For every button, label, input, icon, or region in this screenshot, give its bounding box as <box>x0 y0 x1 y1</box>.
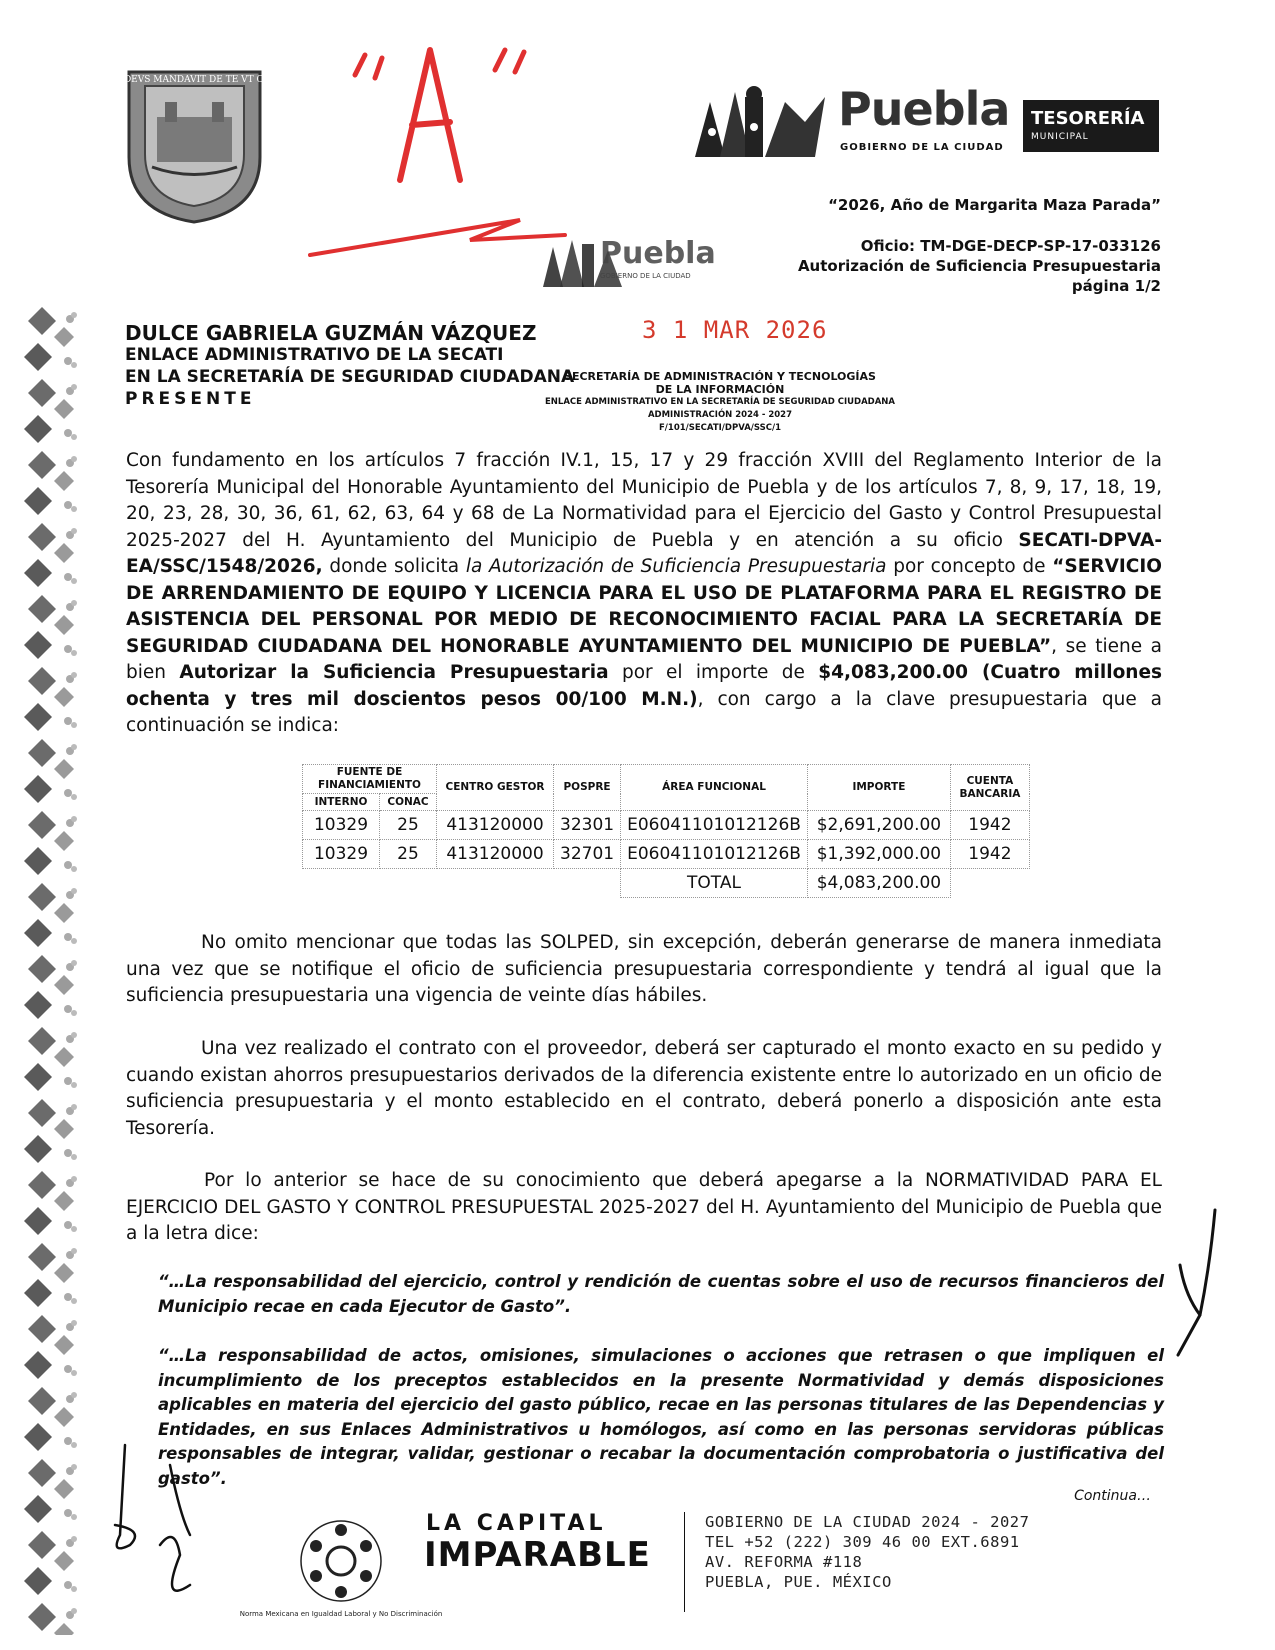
logo-subtitle: GOBIERNO DE LA CIUDAD <box>840 142 1004 153</box>
seal-motto: ANGELIS SVIS DEVS MANDAVIT DE TE VT CVSTODIANT TE <box>52 75 336 85</box>
page-number: página 1/2 <box>1071 277 1161 295</box>
p1-text-c: por concepto de <box>886 556 1053 577</box>
stamp-city-sub: GOBIERNO DE LA CIUDAD <box>600 272 691 280</box>
p1-text-b: donde solicita <box>322 556 466 577</box>
cell-importe: $2,691,200.00 <box>807 811 950 840</box>
header-centro-gestor: CENTRO GESTOR <box>437 765 554 811</box>
cell-cuenta: 1942 <box>950 811 1029 840</box>
decorative-border <box>22 305 84 1635</box>
total-value: $4,083,200.00 <box>807 869 950 898</box>
stamp-line-2: DE LA INFORMACIÓN <box>655 383 785 396</box>
stamp-line-4: ADMINISTRACIÓN 2024 - 2027 <box>647 410 793 420</box>
cell-interno: 10329 <box>303 840 380 869</box>
brand-line-1: LA CAPITAL <box>426 1511 607 1536</box>
p1-text-a: Con fundamento en los artículos 7 fracción IV.1, 15, 17 y 29 fracción XVIII del Reglamento Interior de la Tesorería Municipal del Honorable Ayuntamiento del Municipio de Puebla y de los artículos 7, 8, 9, 17, 18, 19, 20, 23, 28, 30, 36, 61, 62, 63, 64 y 68 de La Normatividad para el Ejercicio del Gasto y Control Presupuestal 2025-2027 del H. Ayuntamiento del Municipio de Puebla y en atención a su oficio <box>126 450 1162 551</box>
addressee-title: ENLACE ADMINISTRATIVO DE LA SECATI <box>125 345 504 365</box>
footer-divider <box>684 1512 685 1612</box>
contract-paragraph: Una vez realizado el contrato con el proveedor, deberá ser capturado el monto exacto en su pedido y cuando existan ahorros presupuestarios derivados de la diferencia existente entre lo autorizado en un oficio de suficiencia presupuestaria y el monto establecido en el contrato, deberá ponerlo a disposición ante esta Tesorería. <box>126 1038 1162 1139</box>
table-row <box>303 840 1030 869</box>
footer-street: AV. REFORMA #118 <box>705 1553 863 1571</box>
table-row <box>303 811 1030 840</box>
cell-cuenta: 1942 <box>950 840 1029 869</box>
received-date-stamp: 3 1 MAR 2026 <box>642 316 828 344</box>
budget-table <box>302 764 1030 898</box>
cell-importe: $1,392,000.00 <box>807 840 950 869</box>
year-motto: “2026, Año de Margarita Maza Parada” <box>828 196 1161 214</box>
document-subject: Autorización de Suficiencia Presupuestaria <box>797 257 1161 275</box>
continued-note: Continua… <box>1074 1488 1151 1504</box>
stamp-line-1: SECRETARÍA DE ADMINISTRACIÓN Y TECNOLOGÍAS <box>564 370 876 383</box>
header-fuente: FUENTE DE FINANCIAMIENTO <box>303 765 437 794</box>
tesoreria-badge <box>1020 100 1159 152</box>
footer-phone: TEL +52 (222) 309 46 00 EXT.6891 <box>705 1533 1020 1551</box>
p1-text-f: , con cargo a la clave presupuestaria que a continuación se indica: <box>126 688 1162 736</box>
p1-text-e: por el importe de <box>608 662 819 683</box>
stamp-line-5: F/101/SECATI/DPVA/SSC/1 <box>659 423 781 433</box>
footer-government: GOBIERNO DE LA CIUDAD 2024 - 2027 <box>705 1513 1030 1531</box>
equality-certification-seal <box>239 1502 443 1620</box>
quote-responsibility: “…La responsabilidad del ejercicio, control y rendición de cuentas sobre el uso de recursos financieros del Municipio recae en cada Ejecutor de Gasto”. <box>158 1272 1164 1316</box>
cell-area: E06041101012126B <box>621 811 808 840</box>
cell-conac: 25 <box>380 811 437 840</box>
cell-centro: 413120000 <box>437 840 554 869</box>
addressee-present: PRESENTE <box>125 389 256 409</box>
header-interno: INTERNO <box>303 794 380 811</box>
brand-line-2: IMPARABLE <box>424 1535 651 1575</box>
tesoreria-label: TESORERÍA <box>1031 108 1145 129</box>
p1-request: la Autorización de Suficiencia Presupuestaria <box>465 556 887 577</box>
table-total-row <box>303 869 1030 898</box>
cell-interno: 10329 <box>303 811 380 840</box>
normativity-paragraph: Por lo anterior se hace de su conocimiento que deberá apegarse a la NORMATIVIDAD PARA EL EJERCICIO DEL GASTO Y CONTROL PRESUPUESTAL 2025-2027 del H. Ayuntamiento del Municipio de Puebla que a la letra dice: <box>126 1170 1162 1244</box>
header-conac: CONAC <box>380 794 437 811</box>
handwritten-signature <box>100 1435 220 1615</box>
authorization-phrase: Autorizar la Suficiencia Presupuestaria <box>179 662 609 683</box>
addressee-name: DULCE GABRIELA GUZMÁN VÁZQUEZ <box>125 321 537 345</box>
stamp-city-name: Puebla <box>600 236 716 271</box>
cell-pospre: 32701 <box>554 840 621 869</box>
cell-centro: 413120000 <box>437 811 554 840</box>
cell-conac: 25 <box>380 840 437 869</box>
seal-caption: Norma Mexicana en Igualdad Laboral y No Discriminación <box>239 1610 443 1618</box>
addressee-block <box>125 322 574 410</box>
stamp-line-3: ENLACE ADMINISTRATIVO EN LA SECRETARÍA DE SEGURIDAD CIUDADANA <box>545 397 895 407</box>
department-received-stamp <box>540 370 900 450</box>
authorized-amount: $4,083,200.00 (Cuatro millones ochenta y tres mil doscientos pesos 00/100 M.N.) <box>126 662 1163 710</box>
header-area-funcional: ÁREA FUNCIONAL <box>621 765 808 811</box>
addressee-department: EN LA SECRETARÍA DE SEGURIDAD CIUDADANA <box>125 367 575 387</box>
puebla-tesoreria-logo <box>690 82 1160 162</box>
footer-city: PUEBLA, PUE. MÉXICO <box>705 1573 892 1591</box>
quote-omissions: “…La responsabilidad de actos, omisiones, simulaciones o acciones que retrasen o que impliquen el incumplimiento de los preceptos establecidos en la presente Normatividad y demás disposiciones aplicables en materia del ejercicio del gasto público, recae en las personas titulares de las Dependencias y Entidades, en sus Enlaces Administrativos u homólogos, así como en las personas servidoras públicas responsables de integrar, validar, gestionar o recabar la documentación comprobatoria o justificativa del gasto”. <box>158 1346 1164 1488</box>
header-importe: IMPORTE <box>807 765 950 811</box>
service-concept: “SERVICIO DE ARRENDAMIENTO DE EQUIPO Y LICENCIA PARA EL USO DE PLATAFORMA PARA EL REGISTRO DE ASISTENCIA DEL PERSONAL POR MEDIO DE RECONOCIMIENTO FACIAL PARA LA SECRETARÍA DE SEGURIDAD CIUDADANA DEL HONORABLE AYUNTAMIENTO DEL MUNICIPIO DE PUEBLA” <box>126 556 1162 657</box>
la-capital-imparable-logo <box>404 1505 651 1585</box>
total-label: TOTAL <box>621 869 808 898</box>
reception-logo-stamp <box>538 232 898 292</box>
main-paragraph <box>126 448 1162 740</box>
table-header-row <box>303 765 1030 794</box>
tesoreria-sublabel: MUNICIPAL <box>1031 132 1089 142</box>
municipal-seal <box>52 62 336 227</box>
oficio-number: Oficio: TM-DGE-DECP-SP-17-033126 <box>860 237 1161 255</box>
p1-text-d: , se tiene a bien <box>126 635 1163 683</box>
header-pospre: POSPRE <box>554 765 621 811</box>
footer-address <box>705 1512 1029 1592</box>
logo-city-name: Puebla <box>838 82 1010 136</box>
cell-pospre: 32301 <box>554 811 621 840</box>
city-skyline-icon <box>690 82 830 162</box>
cell-area: E06041101012126B <box>621 840 808 869</box>
solped-paragraph: No omito mencionar que todas las SOLPED, sin excepción, deberán generarse de manera inmediata una vez que se notifique el oficio de suficiencia presupuestaria correspondiente y tendrá al igual que la suficiencia presupuestaria una vigencia de veinte días hábiles. <box>126 932 1162 1006</box>
header-cuenta: CUENTA BANCARIA <box>950 765 1029 811</box>
oficio-reference: SECATI-DPVA-EA/SSC/1548/2026, <box>126 529 1162 577</box>
handwritten-initial <box>1170 1205 1230 1365</box>
